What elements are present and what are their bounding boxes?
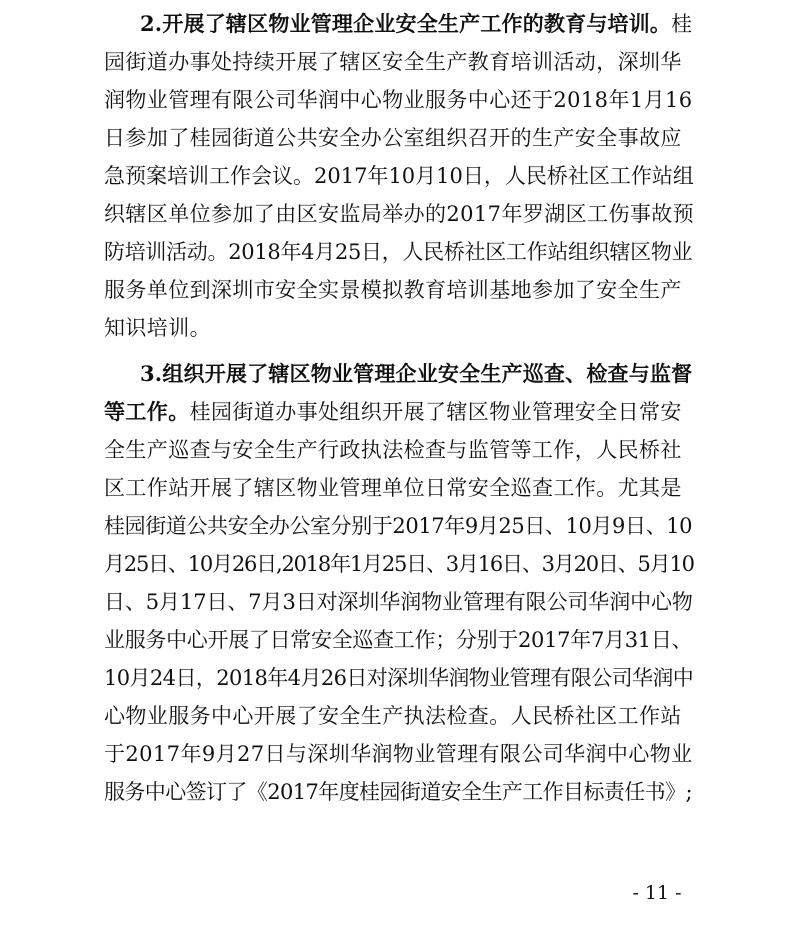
paragraph-line: 防培训活动。2018年4月25日，人民桥社区工作站组织辖区物业 — [104, 240, 693, 264]
paragraph-line: 润物业管理有限公司华润中心物业服务中心还于2018年1月16 — [104, 88, 693, 112]
paragraph-line: 织辖区单位参加了由区安监局举办的2017年罗湖区工伤事故预 — [104, 202, 695, 226]
paragraph-line — [104, 394, 694, 430]
section-heading-continued: 等工作。 — [104, 399, 190, 424]
paragraph-line — [140, 6, 694, 42]
paragraph-line: 10月24日，2018年4月26日对深圳华润物业管理有限公司华润中 — [104, 666, 694, 690]
paragraph-line: 于2017年9月27日与深圳华润物业管理有限公司华润中心物业 — [104, 742, 693, 766]
page-number: - 11 - — [632, 882, 682, 904]
paragraph-line: 心物业服务中心开展了安全生产执法检查。人民桥社区工作站 — [104, 704, 682, 728]
paragraph-line: 全生产巡查与安全生产行政执法检查与监管等工作，人民桥社 — [104, 438, 682, 462]
paragraph-line: 区工作站开展了辖区物业管理单位日常安全巡查工作。尤其是 — [104, 476, 682, 500]
paragraph-line: 日、5月17日、7月3日对深圳华润物业管理有限公司华润中心物 — [104, 590, 693, 614]
text-span: 桂 — [671, 12, 693, 36]
paragraph-line: 服务单位到深圳市安全实景模拟教育培训基地参加了安全生产 — [104, 278, 682, 302]
text-span: 桂园街道办事处组织开展了辖区物业管理安全日常安 — [189, 400, 682, 424]
paragraph-line: 服务中心签订了《2017年度桂园街道安全生产工作目标责任书》; — [104, 780, 692, 804]
paragraph-line: 园街道办事处持续开展了辖区安全生产教育培训活动，深圳华 — [104, 50, 682, 74]
section-heading: 2.开展了辖区物业管理企业安全生产工作的教育与培训。 — [140, 11, 672, 36]
paragraph-line: 日参加了桂园街道公共安全办公室组织召开的生产安全事故应 — [104, 126, 682, 150]
paragraph-line: 月25日、10月26日,2018年1月25日、3月16日、3月20日、5月10 — [104, 552, 694, 576]
paragraph-line: 桂园街道公共安全办公室分别于2017年9月25日、10月9日、10 — [104, 514, 693, 538]
paragraph-line: 急预案培训工作会议。2017年10月10日，人民桥社区工作站组 — [104, 164, 694, 188]
section-heading: 3.组织开展了辖区物业管理企业安全生产巡查、检查与监督 — [140, 361, 693, 386]
paragraph-line: 知识培训。 — [104, 316, 211, 340]
paragraph-line: 业服务中心开展了日常安全巡查工作；分别于2017年7月31日、 — [104, 628, 693, 652]
